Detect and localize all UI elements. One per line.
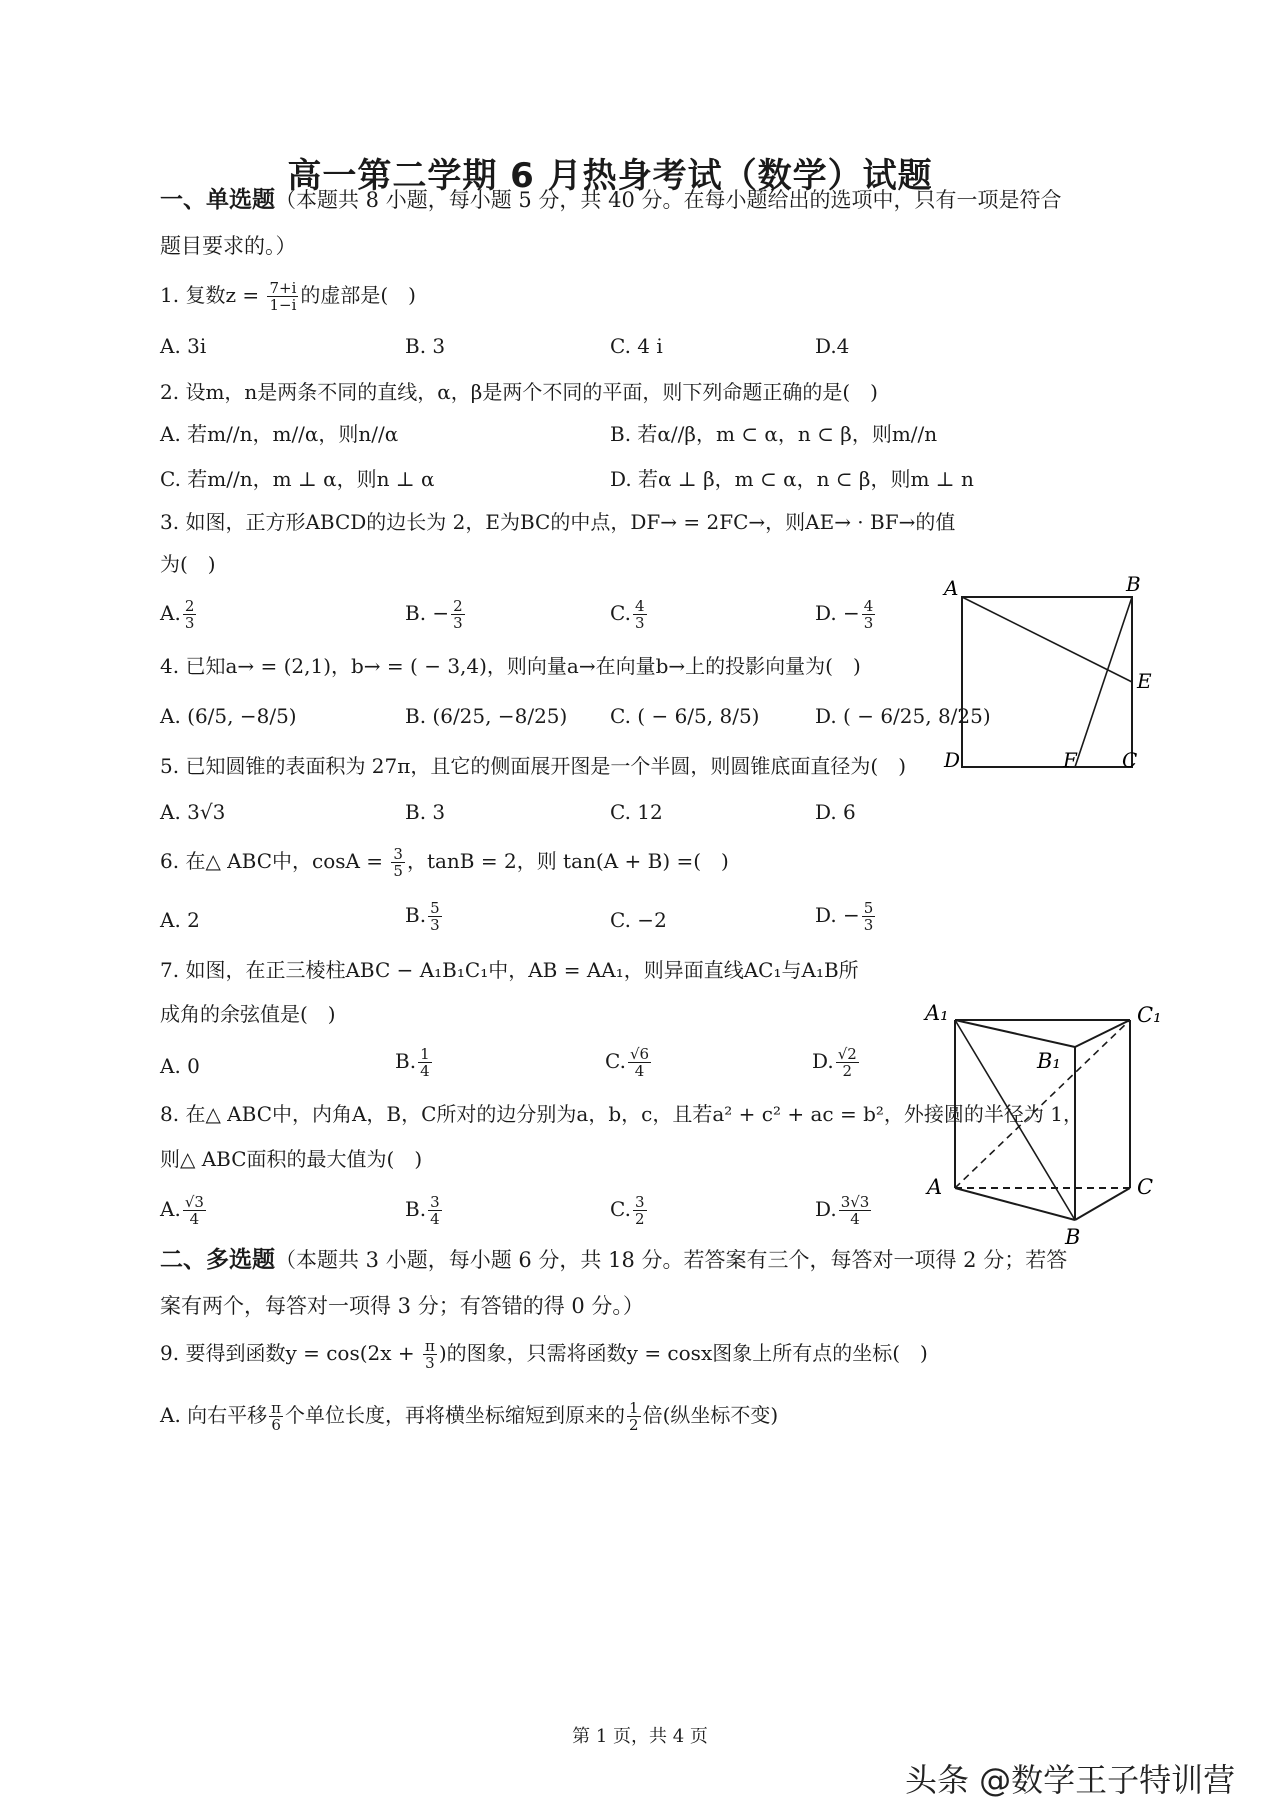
label-c1: C₁ [1137,1003,1162,1027]
question-4: 4. 已知a→ = (2,1)，b→ = ( − 3,4)，则向量a→在向量b→上的投影向量为( ) [160,654,861,678]
square-figure [940,575,1160,785]
q2-option-a: A. 若m//n，m//α，则n//α [160,422,399,446]
question-7-line1: 7. 如图，在正三棱柱ABC − A₁B₁C₁中，AB = AA₁，则异面直线AC₁与A₁B所 [160,958,859,982]
q8-option-d: D. $\frac{3√3}{4}$ [815,1193,870,1228]
label-d: D [944,748,961,772]
q7-option-b: B. $\frac{1}{4}$ [395,1045,430,1080]
q9-option-a: A. 向右平移 $\frac{\pi}{6}$ 个单位长度，再将横坐标缩短到原来的 $\frac{1}{2}$ 倍(纵坐标不变) [160,1399,779,1434]
q7-option-d: D. $\frac{√2}{2}$ [812,1045,857,1080]
label-b-bottom: B [1065,1225,1081,1249]
segment-bf [1075,597,1132,767]
section1-heading: 一、单选题 [160,187,275,213]
section1-desc-line2: 题目要求的。） [160,234,297,258]
label-e: E [1137,669,1152,693]
section1-header [160,186,1062,214]
q7-option-c: C. $\frac{√6}{4}$ [605,1045,650,1080]
q4-option-b: B. (6/25, −8/25) [405,704,568,728]
q2-option-c: C. 若m//n，m ⊥ α，则n ⊥ α [160,467,435,491]
question-3-line1: 3. 如图，正方形ABCD的边长为 2，E为BC的中点，DF→ = 2FC→，则AE→ · BF→的值 [160,510,956,534]
question-6: 6. 在△ ABC中，cosA = $\frac{3}{5}$ ，tanB = 2，则 tan(A + B) =( ) [160,845,729,880]
watermark: 头条 @数学王子特训营 [905,1761,1236,1799]
question-2: 2. 设m，n是两条不同的直线，α，β是两个不同的平面，则下列命题正确的是( ) [160,380,878,404]
page-title: 高一第二学期 6 月热身考试（数学）试题 [287,156,933,196]
square-abcd [962,597,1132,767]
q3-option-b: B. − $\frac{2}{3}$ [405,597,463,632]
question-7-line2: 成角的余弦值是( ) [160,1002,336,1026]
label-c: C [1122,748,1138,772]
q2-option-b: B. 若α//β，m ⊂ α，n ⊂ β，则m//n [610,422,938,446]
label-c-bottom: C [1137,1175,1154,1199]
q8-option-c: C. $\frac{3}{2}$ [610,1193,645,1228]
question-3-line2: 为( ) [160,552,216,576]
q3-option-d: D. − $\frac{4}{3}$ [815,597,874,632]
label-a: A [944,576,959,600]
q4-option-a: A. (6/5, −8/5) [160,704,297,728]
q5-option-a: A. 3√3 [160,800,226,824]
question-8-line2: 则△ ABC面积的最大值为( ) [160,1147,423,1171]
q5-option-b: B. 3 [405,800,446,824]
q6-option-d: D. − $\frac{5}{3}$ [815,899,874,934]
q6-option-c: C. −2 [610,908,667,932]
q4-option-d: D. ( − 6/25, 8/25) [815,704,991,728]
q4-option-c: C. ( − 6/5, 8/5) [610,704,760,728]
section2-heading: 二、多选题 [160,1247,275,1273]
section1-desc-line1: （本题共 8 小题，每小题 5 分，共 40 分。在每小题给出的选项中，只有一项是符合 [275,188,1062,212]
question-1: 1. 复数z = $\frac{7+i}{1-i}$ 的虚部是( ) [160,279,416,314]
q7-option-a: A. 0 [160,1054,200,1078]
q6-option-b: B. $\frac{5}{3}$ [405,899,440,934]
q5-option-d: D. 6 [815,800,856,824]
label-b1: B₁ [1037,1049,1061,1073]
label-a-bottom: A [927,1175,943,1199]
q3-option-a: A. $\frac{2}{3}$ [160,597,195,632]
question-9: 9. 要得到函数y = cos(2x + $\frac{\pi}{3}$ )的图象，只需将函数y = cosx图象上所有点的坐标( ) [160,1337,928,1372]
label-f: F [1063,748,1077,772]
q1-option-c: C. 4 i [610,334,663,358]
q2-option-d: D. 若α ⊥ β，m ⊂ α，n ⊂ β，则m ⊥ n [610,467,974,491]
label-a1: A₁ [925,1001,949,1025]
section2-desc-line1: （本题共 3 小题，每小题 6 分，共 18 分。若答案有三个，每答对一项得 2 分；若答 [275,1248,1068,1272]
section2-header [160,1246,1067,1274]
q3-option-c: C. $\frac{4}{3}$ [610,597,645,632]
section2-desc-line2: 案有两个，每答对一项得 3 分；有答错的得 0 分。） [160,1294,644,1318]
q6-option-a: A. 2 [160,908,200,932]
q1-option-d: D.4 [815,334,850,358]
question-8-line1: 8. 在△ ABC中，内角A，B，C所对的边分别为a，b，c，且若a² + c² + ac = b²，外接圆的半径为 1， [160,1102,1083,1126]
label-b: B [1126,575,1141,596]
q1-option-b: B. 3 [405,334,446,358]
q5-option-c: C. 12 [610,800,663,824]
question-5: 5. 已知圆锥的表面积为 27π，且它的侧面展开图是一个半圆，则圆锥底面直径为( ) [160,754,906,778]
page-footer: 第 1 页，共 4 页 [572,1726,708,1747]
segment-ae [962,597,1132,682]
q8-option-b: B. $\frac{3}{4}$ [405,1193,440,1228]
q1-option-a: A. 3i [160,334,207,358]
q8-option-a: A. $\frac{√3}{4}$ [160,1193,204,1228]
